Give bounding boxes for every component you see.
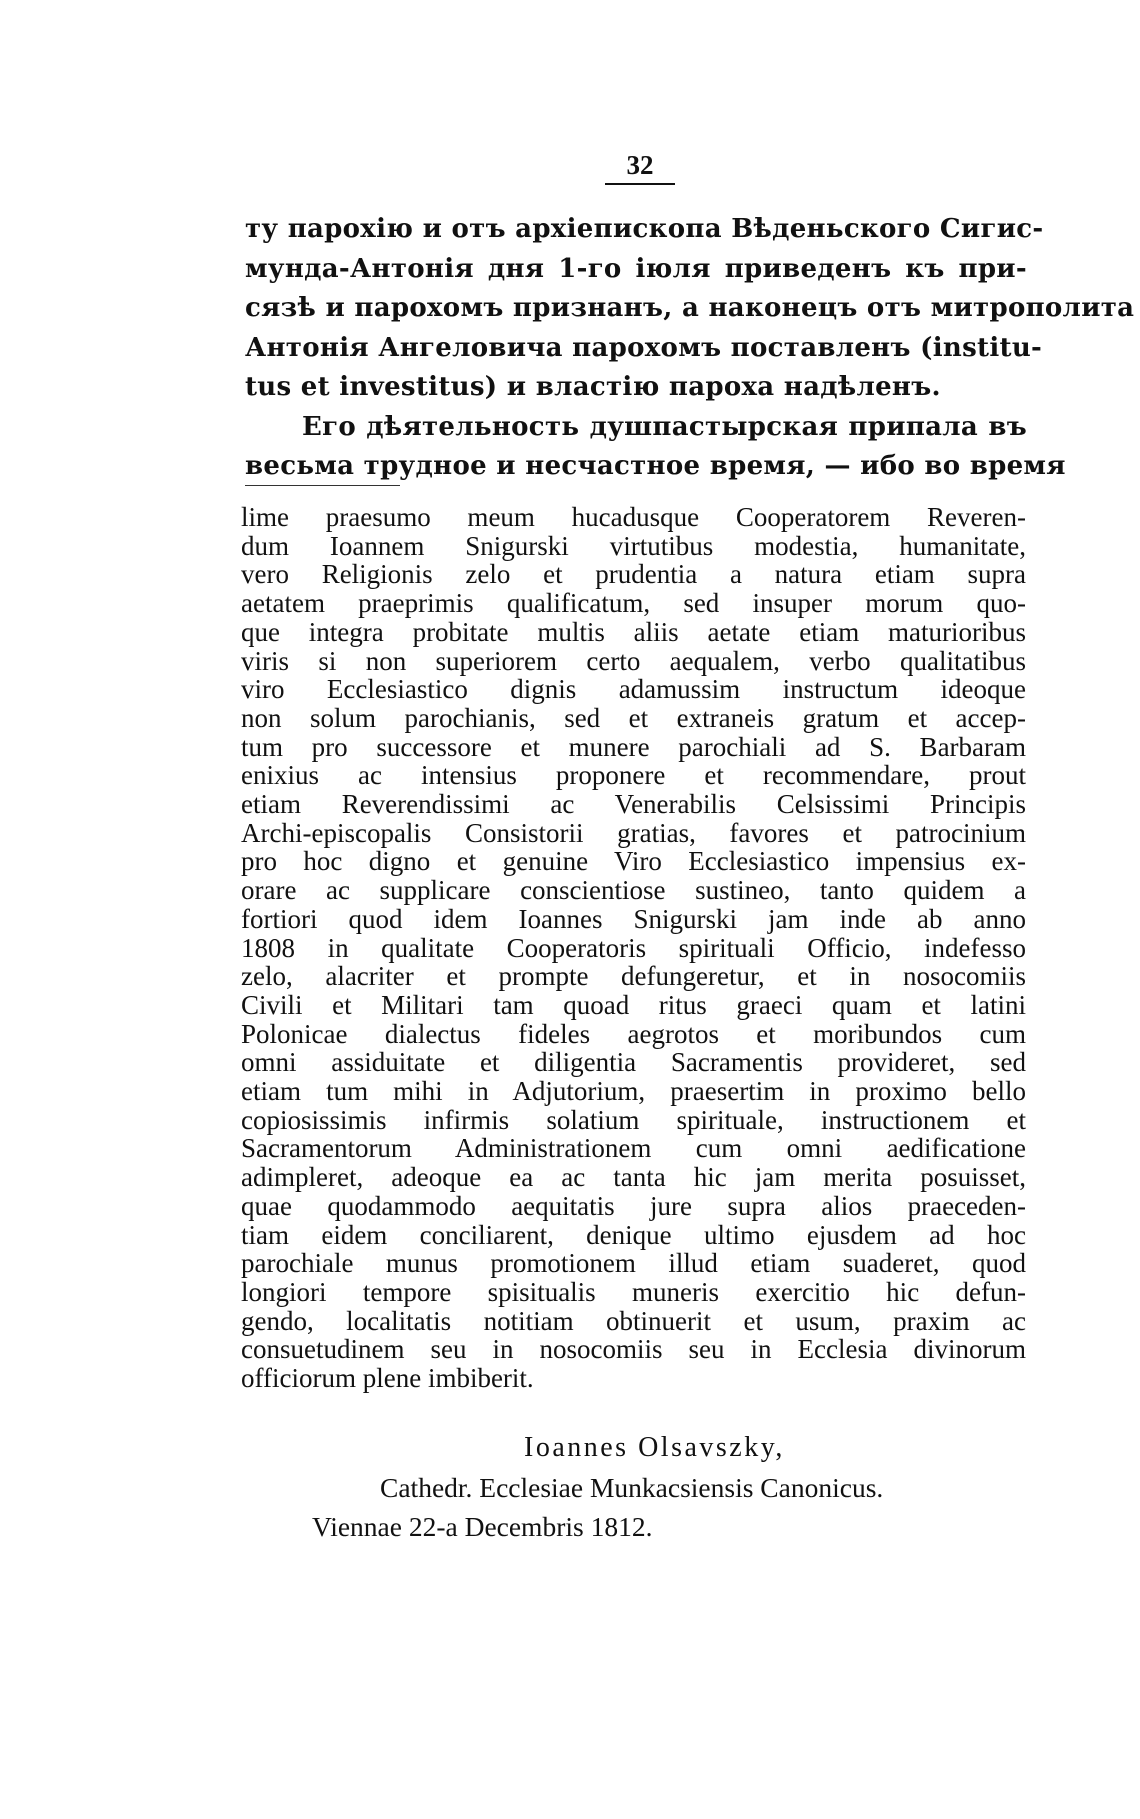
footnote-line: 1808 in qualitate Cooperatoris spirituali Officio, indefesso xyxy=(241,932,1026,963)
footnote-line: etiam tum mihi in Adjutorium, praesertim in proximo bello xyxy=(241,1076,1026,1107)
main-text xyxy=(245,210,1135,487)
main-text-line: весьма трудное и несчастное время, — ибо во время xyxy=(245,451,1066,481)
footnote-line: Polonicae dialectus fideles aegrotos et moribundos cum xyxy=(241,1018,1026,1049)
footnote-line: que integra probitate multis aliis aetate etiam maturioribus xyxy=(241,616,1026,647)
main-text-line: сязѣ и парохомъ признанъ, а наконецъ отъ митрополита xyxy=(245,293,1135,323)
footnote-line: zelo, alacriter et prompte defungeretur, et in nosocomiis xyxy=(241,961,1026,992)
main-text-line: ту парохію и отъ архіепископа Вѣденьского Сигис- xyxy=(245,214,1044,244)
main-text-line: Антонія Ангеловича парохомъ поставленъ (institu- xyxy=(245,332,1043,363)
footnote-line: adimpleret, adeoque ea ac tanta hic jam merita posuisset, xyxy=(241,1162,1026,1193)
footnote-line: pro hoc digno et genuine Viro Ecclesiastico impensius ex- xyxy=(241,846,1026,877)
main-text-line: tus et investitus) и властію пароха надѣленъ. xyxy=(245,372,941,402)
footnote-line: tiam eidem conciliarent, denique ultimo ejusdem ad hoc xyxy=(241,1219,1026,1250)
footnote-line: quae quodammodo aequitatis jure supra alios praeceden- xyxy=(241,1190,1026,1221)
footnote-line: consuetudinem seu in nosocomiis seu in Ecclesia divinorum xyxy=(241,1334,1026,1365)
footnote-line: Sacramentorum Administrationem cum omni aedificatione xyxy=(241,1133,1026,1164)
main-text-line: Его дѣятельность душпастырская припала въ xyxy=(302,411,1027,442)
footnote-line: Archi-episcopalis Consistorii gratias, favores et patrocinium xyxy=(241,817,1026,848)
footnote-line: dum Ioannem Snigurski virtutibus modestia, humanitate, xyxy=(241,530,1026,561)
footnote-line: non solum parochianis, sed et extraneis gratum et accep- xyxy=(241,702,1026,733)
footnote-line: officiorum plene imbiberit. xyxy=(241,1363,534,1394)
signature-place-date: Viennae 22-a Decembris 1812. xyxy=(312,1511,653,1542)
footnote-line: etiam Reverendissimi ac Venerabilis Celsissimi Principis xyxy=(241,789,1026,820)
footnote-line: viris si non superiorem certo aequalem, verbo qualitatibus xyxy=(241,645,1026,676)
footnote-line: viro Ecclesiastico dignis adamussim instructum ideoque xyxy=(241,674,1026,705)
footnote-line: fortiori quod idem Ioannes Snigurski jam inde ab anno xyxy=(241,903,1026,934)
main-text-line: мунда-Антонія дня 1-го іюля приведенъ къ при- xyxy=(245,253,1027,284)
footnote-divider xyxy=(245,485,400,486)
footnote-line: orare ac supplicare conscientiose sustineo, tanto quidem a xyxy=(241,875,1026,906)
footnote-line: aetatem praeprimis qualificatum, sed insuper morum quo- xyxy=(241,588,1026,619)
footnote-line: omni assiduitate et diligentia Sacramentis provideret, sed xyxy=(241,1047,1026,1078)
signature-name: Ioannes Olsavszky, xyxy=(524,1432,785,1463)
page-number: 32 xyxy=(605,150,675,185)
footnote-line: tum pro successore et munere parochiali ad S. Barbaram xyxy=(241,731,1026,762)
footnote-line: copiosissimis infirmis solatium spirituale, instructionem et xyxy=(241,1104,1026,1135)
signature-title: Cathedr. Ecclesiae Munkacsiensis Canonicus. xyxy=(380,1472,884,1503)
footnote-line: lime praesumo meum hucadusque Cooperatorem Reveren- xyxy=(241,502,1026,532)
footnote-line: enixius ac intensius proponere et recommendare, prout xyxy=(241,760,1026,791)
footnote-line: longiori tempore spisitualis muneris exercitio hic defun- xyxy=(241,1276,1026,1307)
footnote-line: gendo, localitatis notitiam obtinuerit et usum, praxim ac xyxy=(241,1305,1026,1336)
footnote-line: Civili et Militari tam quoad ritus graeci quam et latini xyxy=(241,989,1026,1020)
footnote-text xyxy=(241,503,1026,1393)
footnote-line: parochiale munus promotionem illud etiam suaderet, quod xyxy=(241,1248,1026,1279)
footnote-line: vero Religionis zelo et prudentia a natura etiam supra xyxy=(241,559,1026,590)
